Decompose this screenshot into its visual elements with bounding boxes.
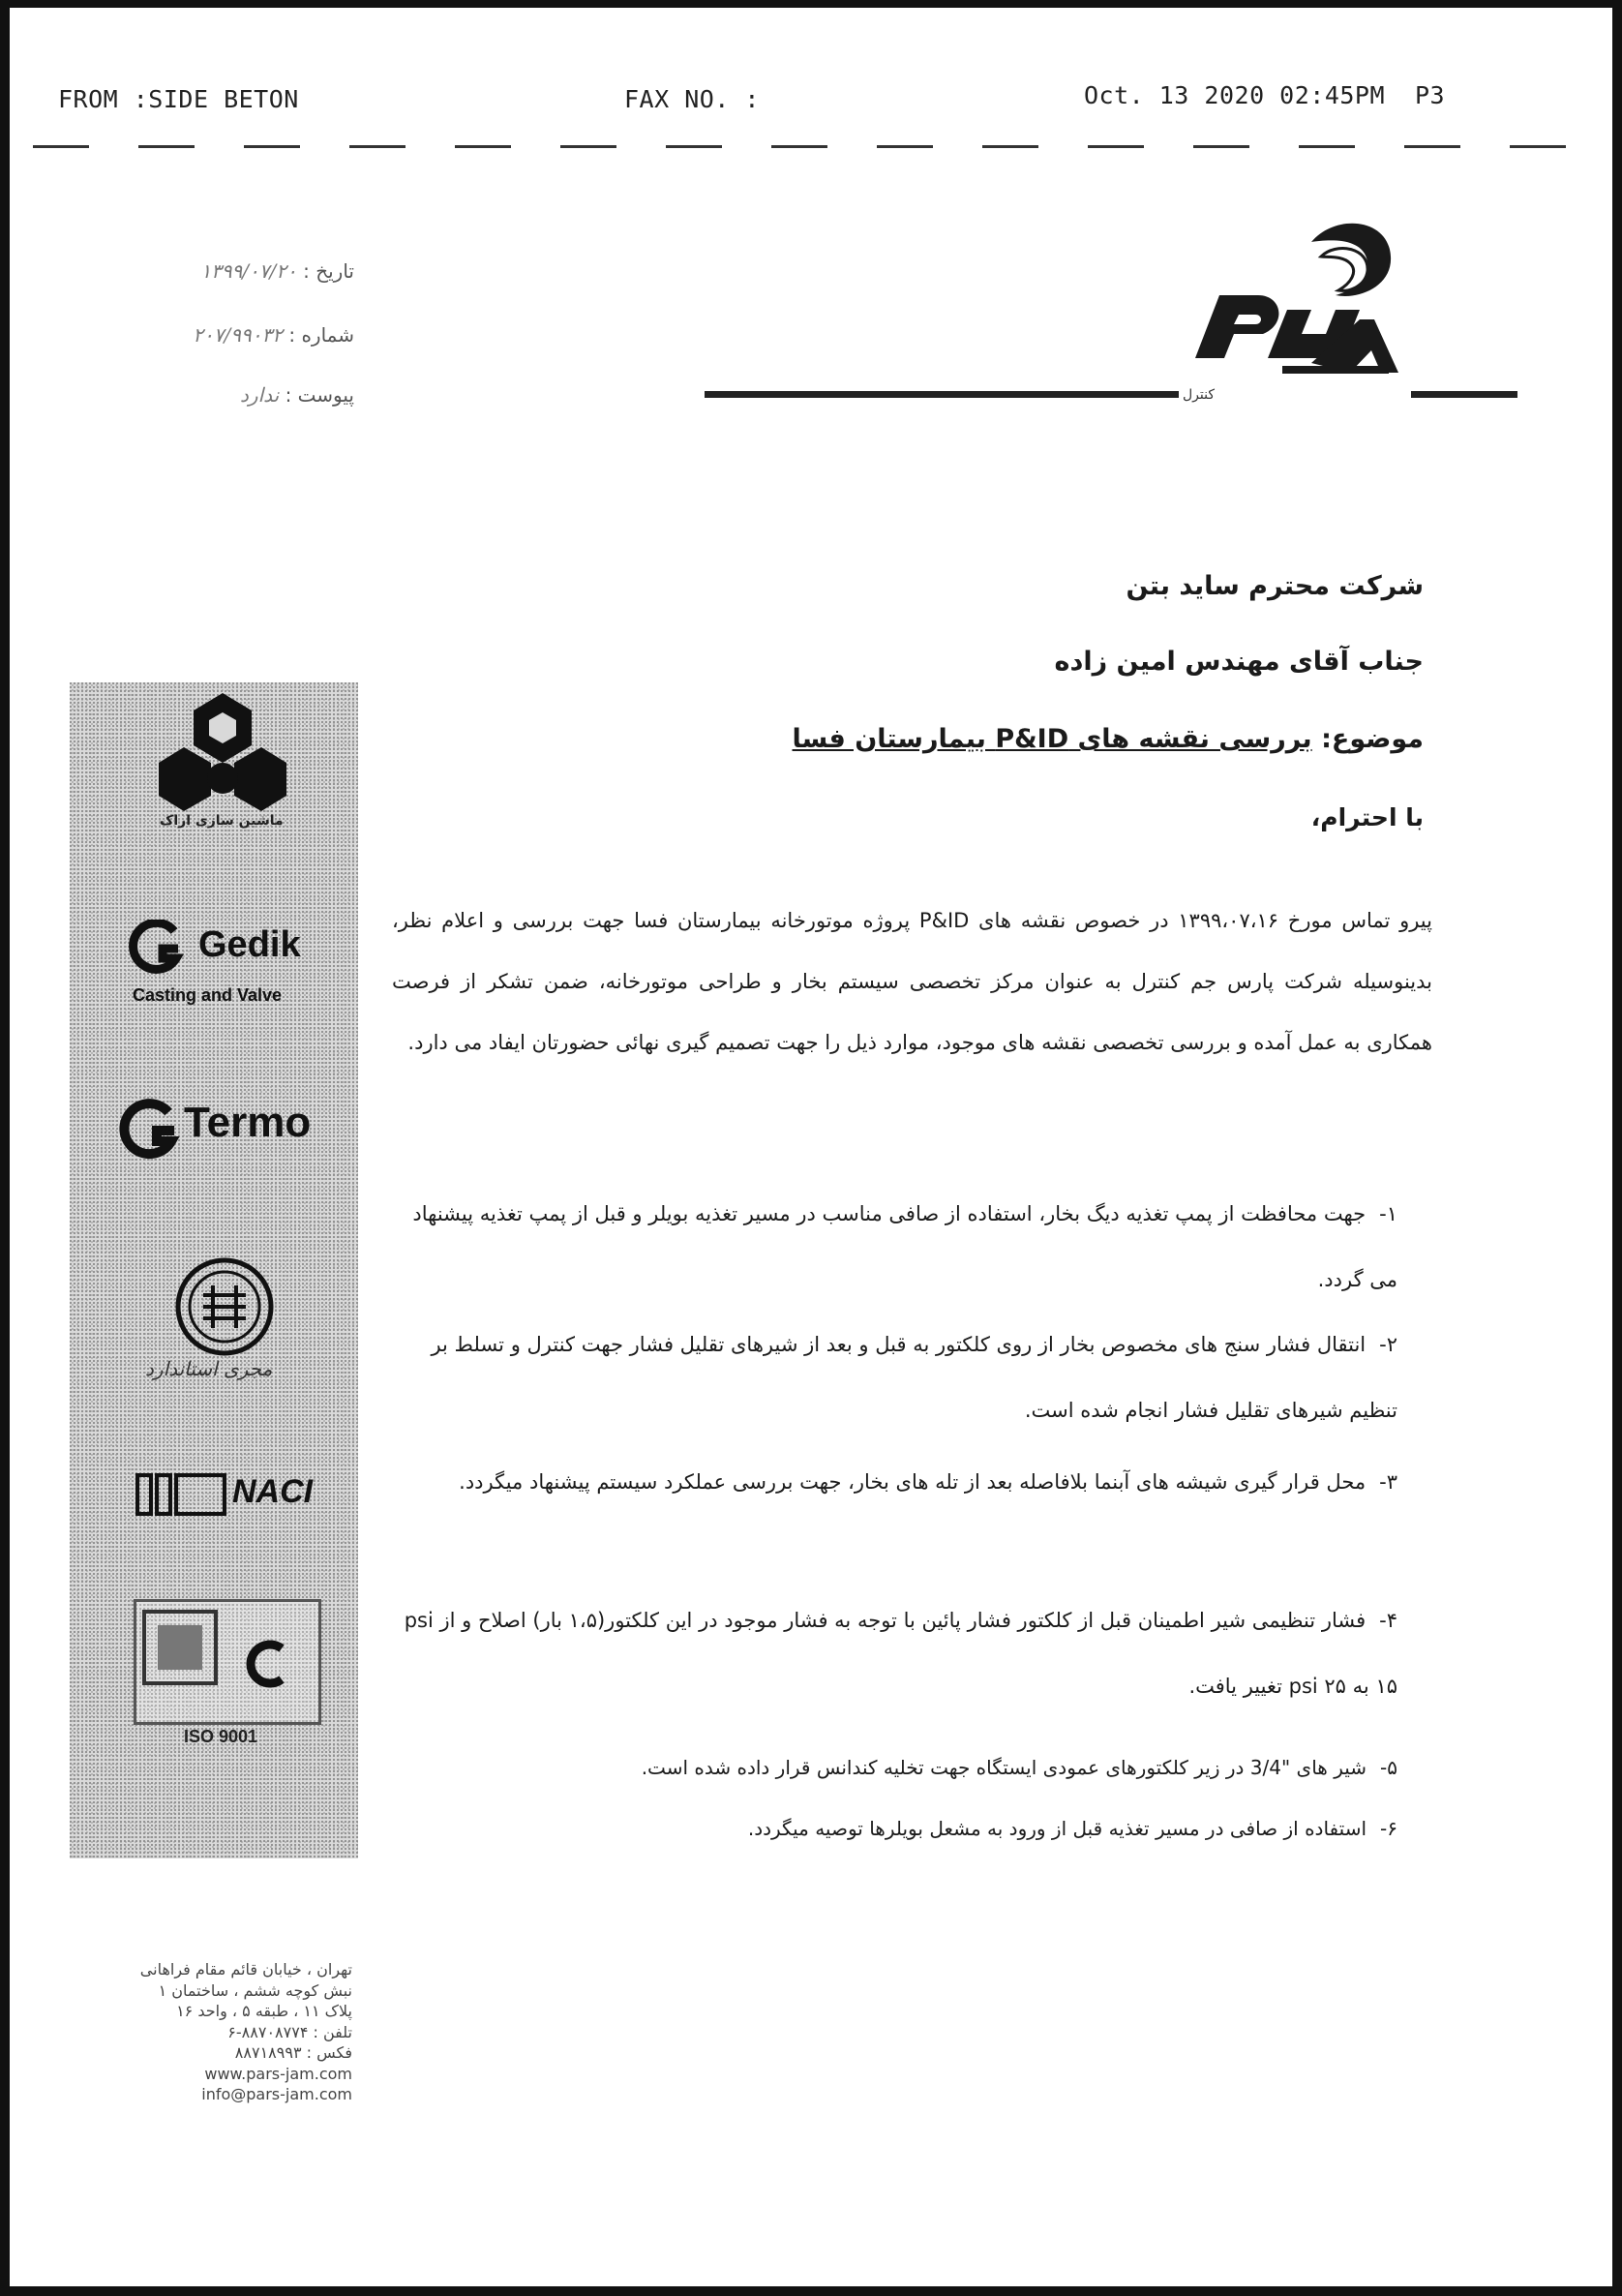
salutation: با احترام، [1310, 803, 1424, 831]
dash-segment [982, 145, 1038, 148]
gedik-mark-icon [126, 920, 184, 978]
seal-caption: مجری استاندارد [145, 1357, 273, 1380]
dash-segment [455, 145, 511, 148]
naci-brand-name: NACI [232, 1473, 314, 1510]
address-phone: تلفن : ۸۸۷۰۸۷۷۴-۶ [227, 2022, 352, 2041]
list-item-number: ۲- [1379, 1333, 1397, 1356]
number-value: ۲۰۷/۹۹۰۳۲ [193, 323, 283, 347]
list-item-number: ۱- [1379, 1202, 1397, 1225]
address-fax: فکس : ۸۸۷۱۸۹۹۳ [234, 2043, 352, 2062]
iso-label: ISO 9001 [184, 1727, 258, 1746]
dash-segment [1404, 145, 1460, 148]
intro-paragraph: پیرو تماس مورخ ۱۳۹۹،۰۷،۱۶ در خصوص نقشه های P&ID پروژه موتورخانه بیمارستان فسا جهت بررسی و اعلام نظر، بدینوسیله شرکت پارس جم کنترل به عنوان مرکز تخصصی سیستم بخار و طراحی موتورخانه، ضمن تشکر از فرصت همکاری به عمل آمده و بررسی تخصصی نقشه های موجود، موارد ذیل را جهت تصمیم گیری نهائی حضورتان ایفاد می دارد. [392, 909, 1432, 1054]
list-item-number: ۳- [1379, 1470, 1397, 1494]
date-value: ۱۳۹۹/۰۷/۲۰ [200, 259, 297, 283]
attachment-label: پیوست : [285, 383, 354, 407]
termo-brand-name: Termo [184, 1099, 312, 1146]
fax-from: FROM :SIDE BETON [58, 85, 299, 113]
list-item-text: استفاده از صافی در مسیر تغذیه قبل از ورود به مشعل بویلرها توصیه میگردد. [747, 1817, 1367, 1840]
letter-date [200, 259, 354, 283]
iso-certificate-badge [134, 1599, 321, 1725]
dash-segment [771, 145, 827, 148]
recipient-company: شرکت محترم ساید بتن [1126, 571, 1424, 601]
list-item [381, 1312, 1397, 1443]
standard-seal-icon [174, 1256, 275, 1357]
fax-datetime: Oct. 13 2020 02:45PM [1084, 81, 1386, 109]
list-item [381, 1796, 1397, 1861]
letter-subject [793, 724, 1424, 754]
machine-sazi-caption: ماشین سازی اراک [160, 813, 284, 829]
address-line: نبش کوچه ششم ، ساختمان ۱ [158, 1980, 352, 2000]
dash-segment [666, 145, 722, 148]
fax-number-label: FAX NO. : [624, 85, 760, 113]
subject-value: بررسی نقشه های P&ID بیمارستان فسا [792, 724, 1312, 754]
dash-segment [877, 145, 933, 148]
list-item [381, 1587, 1397, 1719]
list-item [381, 1449, 1397, 1515]
list-item-text: فشار تنظیمی شیر اطمینان قبل از کلکتور فشار پائین با توجه به فشار موجود در این کلکتور(۱،۵ بار) اصلاح و از psi ۱۵ به psi ۲۵ تغییر یافت. [404, 1609, 1397, 1698]
company-address [101, 1959, 352, 2105]
attachment-value: ندارد [240, 383, 280, 407]
list-item-text: انتقال فشار سنج های مخصوص بخار از روی کلکتور به قبل و بعد از شیرهای تقلیل فشار جهت کنترل و تسلط بر تنظیم شیرهای تقلیل فشار انجام شده است. [431, 1333, 1397, 1422]
dash-segment [1088, 145, 1144, 148]
dash-segment [244, 145, 300, 148]
dash-segment [349, 145, 406, 148]
list-item-number: ۶- [1380, 1817, 1397, 1840]
address-line: تهران ، خیابان قائم مقام فراهانی [139, 1960, 352, 1979]
fax-dash-divider [33, 145, 1581, 149]
letter-number [193, 323, 354, 347]
list-item-text: محل قرار گیری شیشه های آبنما بلافاصله بعد از تله های بخار، جهت بررسی عملکرد سیستم پیشنهاد میگردد. [459, 1470, 1367, 1494]
dash-segment [138, 145, 195, 148]
gedik-brand-name: Gedik [198, 924, 301, 965]
list-item-text: شیر های "3/4 در زیر کلکتورهای عمودی ایستگاه جهت تخلیه کندانس قرار داده شده است. [641, 1756, 1367, 1779]
dash-segment [1193, 145, 1249, 148]
termo-mark-icon [116, 1099, 180, 1163]
address-line: پلاک ۱۱ ، طبقه ۵ ، واحد ۱۶ [176, 2002, 352, 2020]
address-email: info@pars-jam.com [201, 2085, 352, 2103]
number-label: شماره : [288, 323, 354, 347]
list-item-number: ۴- [1379, 1609, 1397, 1632]
subject-label: موضوع: [1321, 724, 1424, 754]
dash-segment [560, 145, 616, 148]
gedik-tagline: Casting and Valve [133, 985, 283, 1005]
pars-jam-logo-icon [1166, 203, 1418, 416]
list-item-text: جهت محافظت از پمپ تغذیه دیگ بخار، استفاده از صافی مناسب در مسیر تغذیه بویلر و قبل از پمپ تغذیه پیشنهاد می گردد. [412, 1202, 1397, 1291]
letter-attachment [240, 383, 354, 407]
dash-segment [33, 145, 89, 148]
fax-page-number: P3 [1415, 81, 1446, 109]
dash-segment [1299, 145, 1355, 148]
list-item [381, 1735, 1397, 1800]
date-label: تاریخ : [303, 259, 354, 283]
dash-segment [1510, 145, 1566, 148]
address-website: www.pars-jam.com [204, 2064, 352, 2083]
logo-subtitle: کنترل [1183, 387, 1216, 403]
list-item-number: ۵- [1380, 1756, 1397, 1779]
list-item [381, 1181, 1397, 1313]
recipient-person: جناب آقای مهندس امین زاده [1054, 647, 1424, 677]
